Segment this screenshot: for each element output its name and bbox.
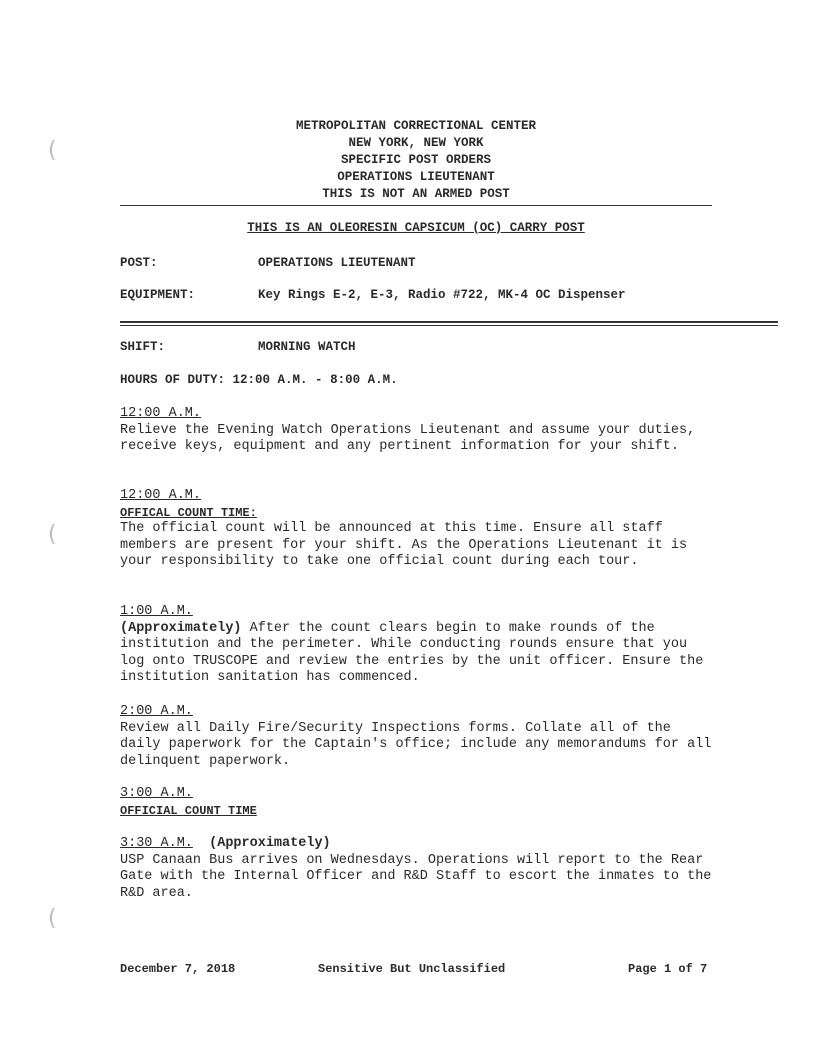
entry-subhead: OFFICAL COUNT TIME: <box>120 505 257 520</box>
footer-classification: Sensitive But Unclassified <box>318 962 506 976</box>
binder-mark-bottom: ( <box>48 906 57 931</box>
entry-0200-inspections <box>120 704 716 770</box>
document-header <box>120 118 712 203</box>
entry-0330-bus <box>120 836 716 902</box>
header-line-institution: METROPOLITAN CORRECTIONAL CENTER <box>295 119 537 133</box>
entry-body <box>120 621 716 687</box>
binder-mark-middle: ( <box>48 522 57 547</box>
footer-date: December 7, 2018 <box>120 962 236 976</box>
post-value: OPERATIONS LIEUTENANT <box>258 256 416 270</box>
entry-0300-count <box>120 786 716 819</box>
entry-time: 3:00 A.M. <box>120 786 193 801</box>
shift-label: SHIFT: <box>120 340 166 354</box>
entry-0100-rounds <box>120 604 716 687</box>
oc-notice <box>120 221 712 235</box>
entry-time-suffix: (Approximately) <box>209 836 331 851</box>
header-line-armed-status: THIS IS NOT AN ARMED POST <box>322 187 510 201</box>
post-row <box>120 256 416 270</box>
equipment-row <box>120 288 626 302</box>
entry-text: After the count clears begin to make rounds of the institution and the perimeter. While conducting rounds ensure that you log onto TRUSCOPE and review the entries by the unit officer. Ensure the institution sanitation has commenced. <box>120 620 704 685</box>
oc-notice-text: THIS IS AN OLEORESIN CAPSICUM (OC) CARRY POST <box>247 221 585 235</box>
binder-mark-top: ( <box>48 138 57 163</box>
entry-lead: (Approximately) <box>120 620 242 636</box>
header-rule <box>120 205 712 206</box>
section-rule-top <box>120 321 778 323</box>
entry-time: 12:00 A.M. <box>120 488 202 503</box>
entry-text: USP Canaan Bus arrives on Wednesdays. Operations will report to the Rear Gate with the Internal Officer and R&D Staff to escort the inmates to the R&D area. <box>120 852 712 901</box>
entry-time-line <box>120 836 716 853</box>
entry-subhead: OFFICIAL COUNT TIME <box>120 803 257 818</box>
equipment-value: Key Rings E-2, E-3, Radio #722, MK-4 OC Dispenser <box>258 288 626 302</box>
footer-page-number: Page 1 of 7 <box>628 962 708 976</box>
entry-text: The official count will be announced at this time. Ensure all staff members are present for your shift. As the Operations Lieutenant it is your responsibility to take one official count during each tour. <box>120 521 688 569</box>
entry-time: 2:00 A.M. <box>120 704 193 719</box>
shift-row <box>120 340 356 354</box>
entry-time: 3:30 A.M. <box>120 836 193 851</box>
equipment-label: EQUIPMENT: <box>120 288 196 302</box>
header-line-city: NEW YORK, NEW YORK <box>348 136 484 150</box>
hours-label: HOURS OF DUTY: <box>120 373 226 387</box>
entry-1200-relieve <box>120 406 716 456</box>
header-line-doc-type: SPECIFIC POST ORDERS <box>340 153 492 167</box>
header-line-post: OPERATIONS LIEUTENANT <box>337 170 495 184</box>
entry-time: 12:00 A.M. <box>120 406 202 421</box>
section-rule-bottom <box>120 325 778 326</box>
hours-value: 12:00 A.M. - 8:00 A.M. <box>232 373 398 387</box>
hours-row <box>120 373 398 387</box>
entry-text: Relieve the Evening Watch Operations Lieutenant and assume your duties, receive keys, equipment and any pertinent information for your shift. <box>120 422 696 454</box>
entry-text: Review all Daily Fire/Security Inspections forms. Collate all of the daily paperwork for the Captain's office; include any memorandums for all delinquent paperwork. <box>120 720 712 769</box>
post-label: POST: <box>120 256 158 270</box>
shift-value: MORNING WATCH <box>258 340 356 354</box>
entry-1200-count <box>120 488 716 571</box>
entry-time: 1:00 A.M. <box>120 604 193 619</box>
